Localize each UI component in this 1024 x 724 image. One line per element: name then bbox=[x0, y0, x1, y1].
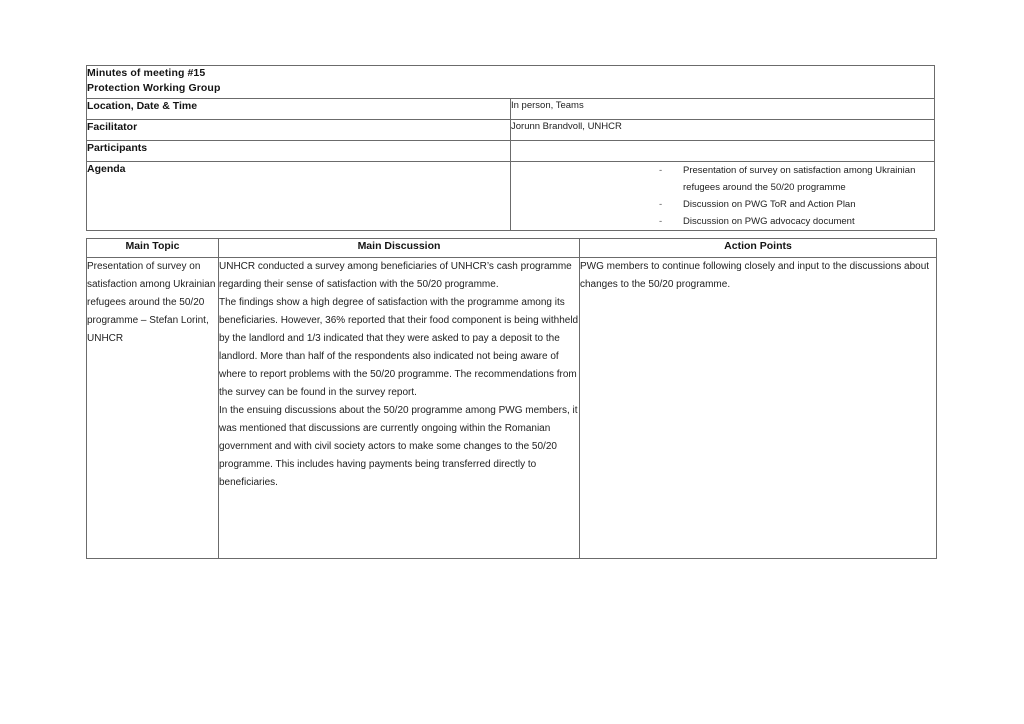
document-title-row bbox=[87, 66, 935, 99]
main-discussion-text bbox=[219, 258, 579, 492]
agenda-bullet-dash: - bbox=[659, 165, 663, 176]
cell-action-points bbox=[580, 258, 937, 559]
document-title-cell bbox=[87, 66, 935, 99]
info-label-location-cell bbox=[87, 99, 511, 120]
info-value-facilitator: Jorunn Brandvoll, UNHCR bbox=[511, 121, 622, 132]
column-header-action-points: Action Points bbox=[580, 239, 937, 258]
main-topic-text: Presentation of survey on satisfaction among Ukrainian refugees around the 50/20 programme – Stefan Lorint, UNHCR bbox=[87, 261, 216, 344]
info-value-facilitator-cell bbox=[511, 120, 935, 141]
table-spacer bbox=[86, 231, 935, 238]
cell-main-discussion bbox=[219, 258, 580, 559]
agenda-bullet-dash: - bbox=[659, 216, 663, 227]
info-row-agenda bbox=[87, 162, 935, 231]
column-header-main-topic: Main Topic bbox=[87, 239, 219, 258]
minutes-main-table bbox=[86, 238, 937, 559]
action-points-text bbox=[580, 258, 936, 294]
info-value-participants-cell bbox=[511, 141, 935, 162]
discussion-paragraph: UNHCR conducted a survey among beneficiaries of UNHCR’s cash programme regarding their sense of satisfaction with the 50/20 programme. bbox=[219, 261, 572, 290]
agenda-item-text: Discussion on PWG advocacy document bbox=[683, 216, 855, 227]
meeting-info-table bbox=[86, 65, 935, 231]
info-label-facilitator-cell bbox=[87, 120, 511, 141]
info-label-location: Location, Date & Time bbox=[87, 100, 198, 112]
agenda-item-text: Discussion on PWG ToR and Action Plan bbox=[683, 199, 856, 210]
main-table-header-row bbox=[87, 239, 937, 258]
agenda-bullet-dash: - bbox=[659, 199, 663, 210]
info-label-facilitator: Facilitator bbox=[87, 121, 138, 133]
info-row-facilitator bbox=[87, 120, 935, 141]
info-value-location-cell bbox=[511, 99, 935, 120]
agenda-item bbox=[511, 196, 934, 213]
action-paragraph: PWG members to continue following closely and input to the discussions about changes to the 50/20 programme. bbox=[580, 261, 930, 290]
info-label-agenda: Agenda bbox=[87, 163, 126, 175]
table-row bbox=[87, 258, 937, 559]
info-row-participants bbox=[87, 141, 935, 162]
discussion-paragraph: The findings show a high degree of satisfaction with the programme among its beneficiaries. However, 36% reported that their food component is being withheld by the landlord and 1/3 indicated that they were asked to pay a deposit to the landlord. More than half of the respondents also indicated not being aware of where to report problems with the 50/20 programme. The recommendations from the survey can be found in the survey report. bbox=[219, 297, 579, 398]
agenda-item-text: Presentation of survey on satisfaction among Ukrainian refugees around the 50/20 programme bbox=[683, 165, 916, 193]
agenda-item bbox=[511, 162, 934, 196]
info-value-location: In person, Teams bbox=[511, 100, 584, 111]
agenda-list bbox=[511, 162, 934, 230]
meeting-minutes-document bbox=[86, 65, 935, 559]
column-header-main-discussion: Main Discussion bbox=[219, 239, 580, 258]
cell-main-topic bbox=[87, 258, 219, 559]
document-title-line-1: Minutes of meeting #15 bbox=[87, 67, 206, 79]
info-label-participants: Participants bbox=[87, 142, 148, 154]
info-label-agenda-cell bbox=[87, 162, 511, 231]
discussion-paragraph: In the ensuing discussions about the 50/20 programme among PWG members, it was mentioned that discussions are currently ongoing within the Romanian government and with civil society actors to make some changes to the 50/20 programme. This includes having payments being transferred directly to beneficiaries. bbox=[219, 405, 578, 488]
info-label-participants-cell bbox=[87, 141, 511, 162]
agenda-cell bbox=[511, 162, 935, 231]
document-title-line-2: Protection Working Group bbox=[87, 82, 221, 94]
agenda-item bbox=[511, 213, 934, 230]
info-row-location bbox=[87, 99, 935, 120]
